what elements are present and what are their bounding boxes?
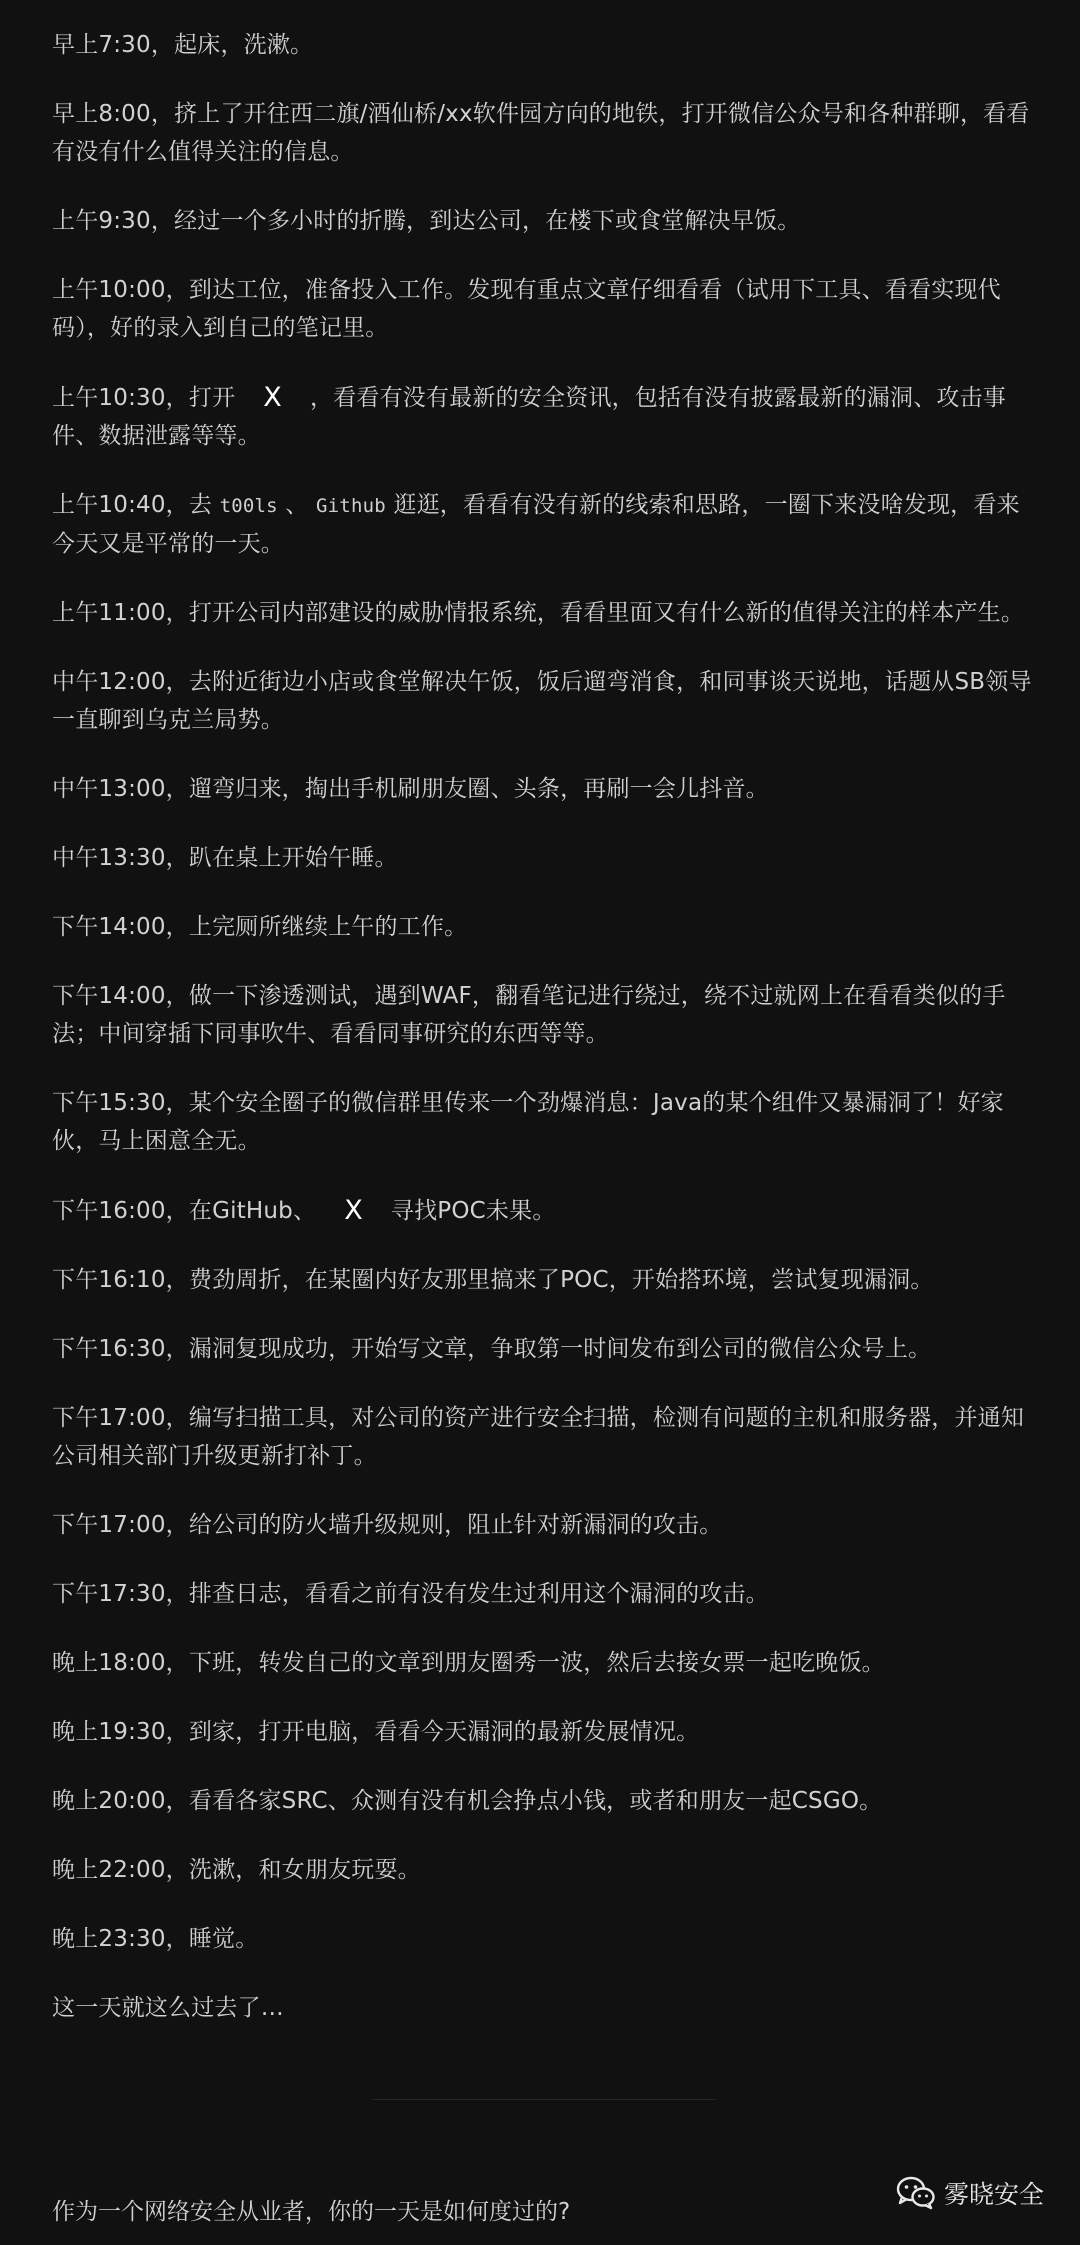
entry-text: 、	[277, 492, 317, 518]
timeline-entry-1100: 上午11:00，打开公司内部建设的威胁情报系统，看看里面又有什么新的值得关注的样本产生。	[52, 600, 1025, 626]
timeline-entry-1200: 中午12:00，去附近街边小店或食堂解决午饭，饭后遛弯消食，和同事谈天说地，话题从SB领导一直聊到乌克兰局势。	[52, 669, 1032, 733]
timeline-entry-0930: 上午9:30，经过一个多小时的折腾，到达公司，在楼下或食堂解决早饭。	[52, 208, 801, 234]
code-t00ls: t00ls	[219, 495, 278, 517]
entry-text: 寻找POC未果。	[390, 1198, 556, 1224]
timeline-entry-1800: 晚上18:00，下班，转发自己的文章到朋友圈秀一波，然后去接女票一起吃晚饭。	[52, 1650, 885, 1676]
timeline-entry-1730: 下午17:30，排查日志，看看之前有没有发生过利用这个漏洞的攻击。	[52, 1581, 769, 1607]
timeline-entry-1040	[52, 486, 1042, 563]
timeline-entry-0730: 早上7:30，起床，洗漱。	[52, 32, 314, 58]
timeline-entry-2200: 晚上22:00，洗漱，和女朋友玩耍。	[52, 1857, 421, 1883]
footer-question: 作为一个网络安全从业者，你的一天是如何度过的?	[52, 2199, 571, 2225]
article-body	[52, 26, 1042, 2058]
watermark-label: 雾晓安全	[943, 2180, 1044, 2209]
timeline-entry-1400a: 下午14:00，上完厕所继续上午的工作。	[52, 914, 468, 940]
timeline-entry-1610: 下午16:10，费劲周折，在某圈内好友那里搞来了POC，开始搭环境，尝试复现漏洞。	[52, 1267, 934, 1293]
entry-text: 下午16:00，在GitHub、	[52, 1198, 317, 1224]
watermark	[896, 2175, 1044, 2211]
timeline-entry-1000: 上午10:00，到达工位，准备投入工作。发现有重点文章仔细看看（试用下工具、看看实现代码），好的录入到自己的笔记里。	[52, 277, 1001, 341]
timeline-entry-2330: 晚上23:30，睡觉。	[52, 1926, 259, 1952]
timeline-entry-2000: 晚上20:00，看看各家SRC、众测有没有机会挣点小钱，或者和朋友一起CSGO。	[52, 1788, 883, 1814]
closing-line: 这一天就这么过去了…	[52, 1995, 284, 2021]
timeline-entry-1700b: 下午17:00，给公司的防火墙升级规则，阻止针对新漏洞的攻击。	[52, 1512, 723, 1538]
entry-text: ，看看有没有最新的安全资讯，包括有没有披露最新的漏洞、攻击事件、数据泄露等等。	[52, 385, 1006, 449]
entry-text: 上午10:40，去	[52, 492, 220, 518]
timeline-entry-1330: 中午13:30，趴在桌上开始午睡。	[52, 845, 398, 871]
timeline-entry-1600	[52, 1191, 1042, 1230]
timeline-entry-1530: 下午15:30，某个安全圈子的微信群里传来一个劲爆消息：Java的某个组件又暴漏洞了！好家伙，马上困意全无。	[52, 1090, 1004, 1154]
redacted-x-mark: X	[263, 382, 282, 413]
entry-text: 逛逛，看看有没有新的线索和思路，一圈下来没啥发现，看来今天又是平常的一天。	[52, 492, 1020, 557]
timeline-entry-1030	[52, 378, 1042, 455]
timeline-entry-1400b: 下午14:00，做一下渗透测试，遇到WAF，翻看笔记进行绕过，绕不过就网上在看看类似的手法；中间穿插下同事吹牛、看看同事研究的东西等等。	[52, 983, 1006, 1047]
section-divider	[372, 2099, 716, 2100]
timeline-entry-0800: 早上8:00，挤上了开往西二旗/酒仙桥/xx软件园方向的地铁，打开微信公众号和各种群聊，看看有没有什么值得关注的信息。	[52, 101, 1030, 165]
timeline-entry-1630: 下午16:30，漏洞复现成功，开始写文章，争取第一时间发布到公司的微信公众号上。	[52, 1336, 932, 1362]
timeline-entry-1300: 中午13:00，遛弯归来，掏出手机刷朋友圈、头条，再刷一会儿抖音。	[52, 776, 769, 802]
timeline-entry-1930: 晚上19:30，到家，打开电脑，看看今天漏洞的最新发展情况。	[52, 1719, 700, 1745]
code-github: Github	[316, 495, 386, 517]
redacted-x-mark: X	[344, 1195, 363, 1226]
entry-text: 上午10:30，打开	[52, 385, 236, 411]
wechat-icon	[896, 2176, 936, 2210]
timeline-entry-1700a: 下午17:00，编写扫描工具，对公司的资产进行安全扫描，检测有问题的主机和服务器，并通知公司相关部门升级更新打补丁。	[52, 1405, 1025, 1469]
